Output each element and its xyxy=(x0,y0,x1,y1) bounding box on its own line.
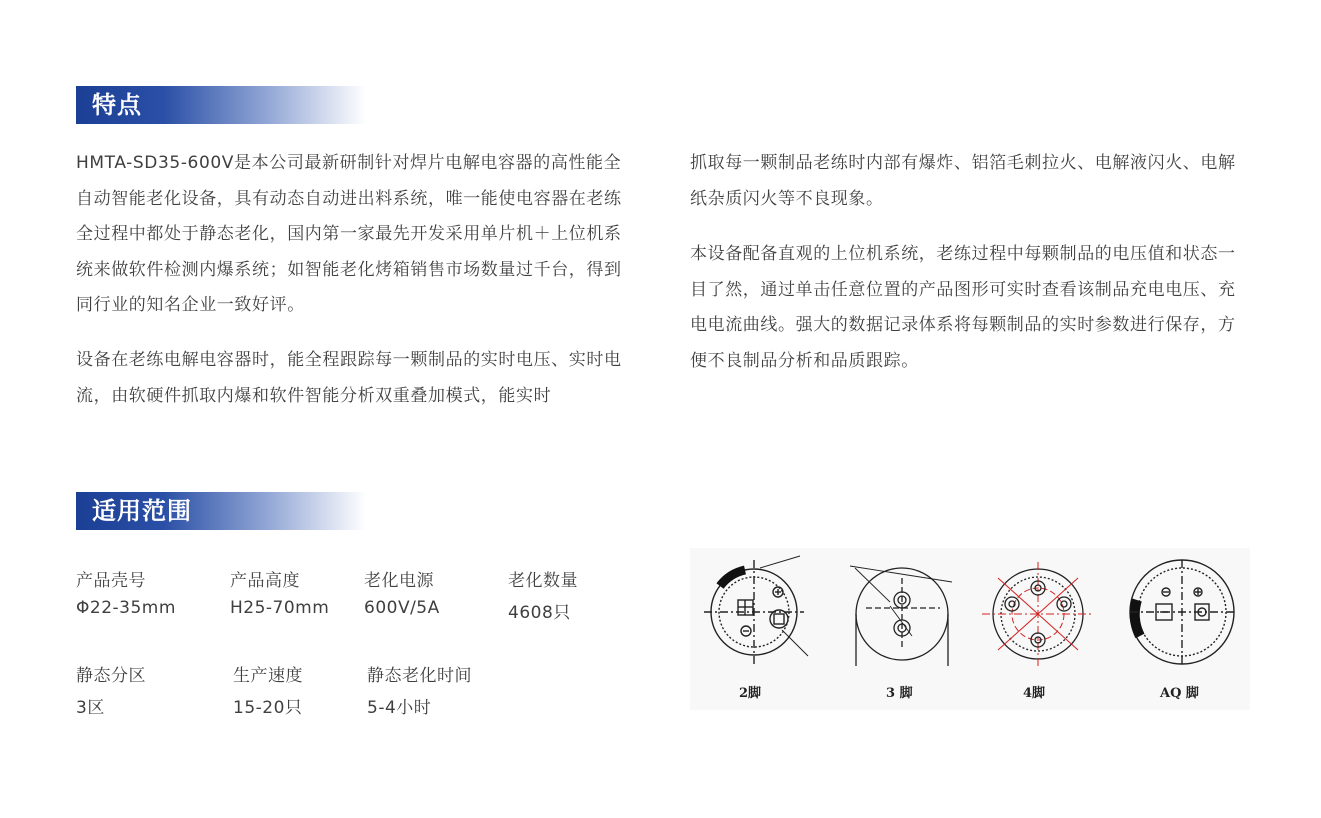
features-paragraph-2: 设备在老练电解电容器时，能全程跟踪每一颗制品的实时电压、实时电流，由软硬件抓取内爆和软件智能分析双重叠加模式，能实时 xyxy=(76,350,622,406)
spec-label-zones: 静态分区 xyxy=(76,666,146,686)
spec-value-aging-time: 5-4小时 xyxy=(367,698,432,718)
two-pin-diagram xyxy=(704,556,808,664)
four-pin-diagram xyxy=(982,562,1094,666)
features-paragraph-1: HMTA-SD35-600V是本公司最新研制针对焊片电解电容器的高性能全自动智能老化设备，具有动态自动进出料系统，唯一能使电容器在老练全过程中都处于静态老化，国内第一家最先开发采用单片机＋上位机系统来做软件检测内爆系统；如智能老化烤箱销售市场数量过千台，得到同行业的知名企业一致好评。 xyxy=(76,153,622,315)
spec-label-shell: 产品壳号 xyxy=(76,571,146,591)
spec-value-power: 600V/5A xyxy=(364,598,440,618)
spec-label-quantity: 老化数量 xyxy=(508,571,578,591)
scope-title: 适用范围 xyxy=(92,497,192,525)
spec-label-speed: 生产速度 xyxy=(233,666,303,686)
features-title: 特点 xyxy=(92,91,142,119)
aq-pin-diagram xyxy=(1130,560,1234,664)
three-pin-diagram xyxy=(850,566,952,666)
pin-layout-figure xyxy=(690,548,1250,710)
features-paragraph-3: 抓取每一颗制品老练时内部有爆炸、铝箔毛刺拉火、电解液闪火、电解纸杂质闪火等不良现象。 xyxy=(690,153,1236,209)
caption-three-pin: 3 脚 xyxy=(886,686,913,701)
spec-value-height: H25-70mm xyxy=(230,598,330,618)
spec-label-height: 产品高度 xyxy=(230,571,300,591)
spec-label-aging-time: 静态老化时间 xyxy=(367,666,472,686)
features-header xyxy=(76,86,366,124)
spec-value-speed: 15-20只 xyxy=(233,698,303,718)
caption-four-pin: 4脚 xyxy=(1023,686,1046,701)
caption-aq-pin: AQ 脚 xyxy=(1160,686,1199,701)
caption-two-pin: 2脚 xyxy=(739,686,762,701)
spec-value-quantity: 4608只 xyxy=(508,603,571,623)
features-paragraph-4: 本设备配备直观的上位机系统，老练过程中每颗制品的电压值和状态一目了然，通过单击任意位置的产品图形可实时查看该制品充电电压、充电电流曲线。强大的数据记录体系将每颗制品的实时参数进行保存，方便不良制品分析和品质跟踪。 xyxy=(690,244,1236,371)
spec-label-power: 老化电源 xyxy=(364,571,434,591)
scope-header xyxy=(76,492,366,530)
spec-value-zones: 3区 xyxy=(76,698,105,718)
spec-value-shell: Φ22-35mm xyxy=(76,598,176,618)
